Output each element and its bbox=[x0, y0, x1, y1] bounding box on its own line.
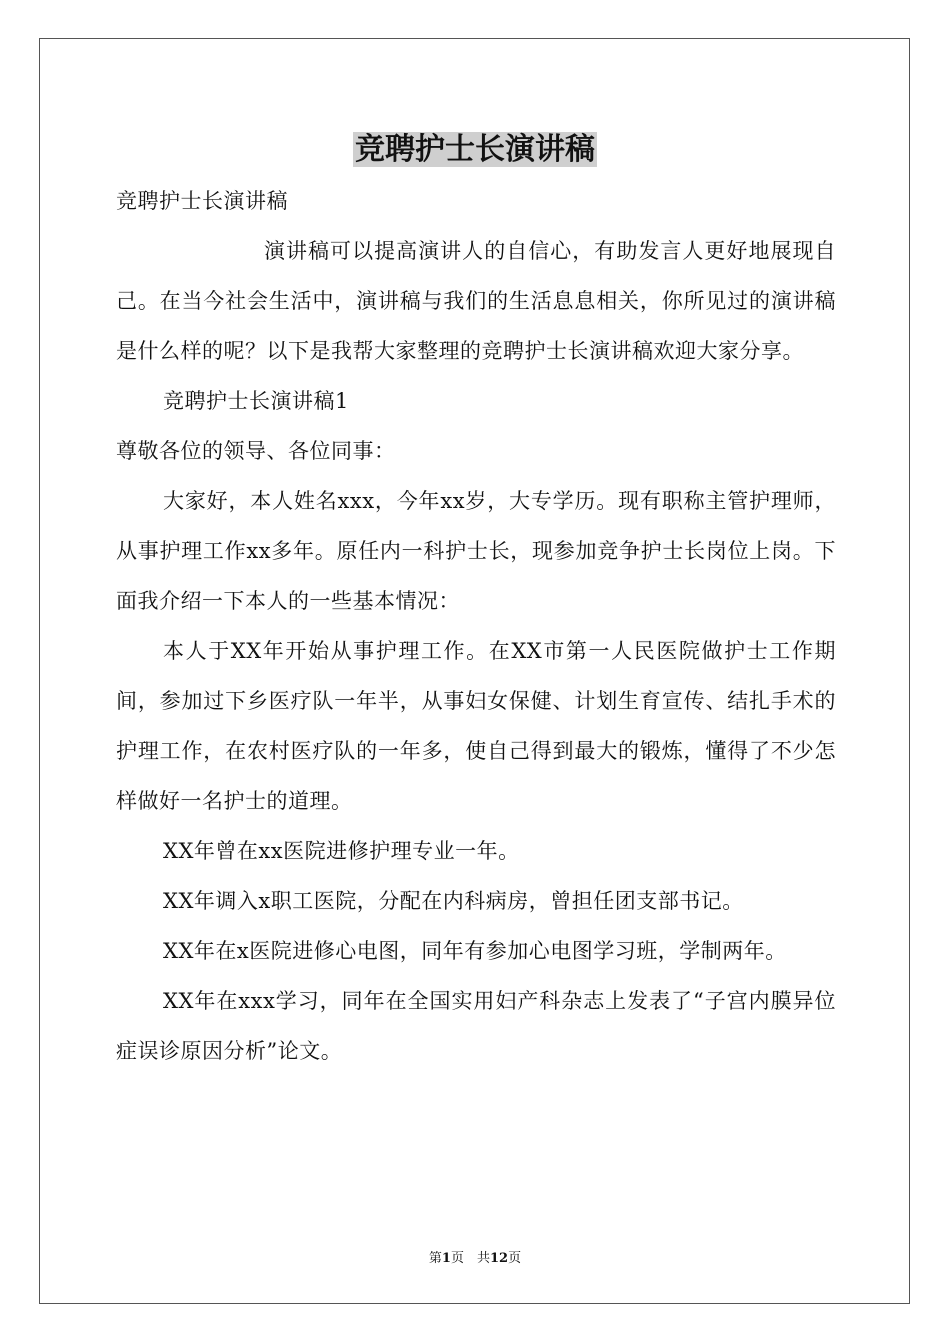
paragraph-heading-1: 竞聘护士长演讲稿1 bbox=[163, 389, 349, 413]
paragraph-experience: 本人于XX年开始从事护理工作。在XX市第一人民医院做护士工作期间，参加过下乡医疗队一年半，从事妇女保健、计划生育宣传、结扎手术的护理工作，在农村医疗队的一年多，使自己得到最大的锻炼，懂得了不少怎样做好一名护士的道理。 bbox=[116, 639, 836, 813]
document-title bbox=[0, 127, 950, 173]
footer-page-number: 1 bbox=[441, 1251, 451, 1266]
paragraph-greeting: 大家好，本人姓名xxx，今年xx岁，大专学历。现有职称主管护理师，从事护理工作xx多年。原任内一科护士长，现参加竞争护士长岗位上岗。下面我介绍一下本人的一些基本情况： bbox=[116, 489, 836, 613]
paragraph-intro: 演讲稿可以提高演讲人的自信心，有助发言人更好地展现自己。在当今社会生活中，演讲稿与我们的生活息息相关，你所见过的演讲稿是什么样的呢？以下是我帮大家整理的竞聘护士长演讲稿欢迎大家分享。 bbox=[116, 239, 836, 363]
document-title-text: 竞聘护士长演讲稿 bbox=[355, 132, 595, 167]
footer-page-mid: 页 共 bbox=[450, 1251, 490, 1266]
page-footer bbox=[0, 1247, 950, 1266]
footer-page-prefix: 第 bbox=[428, 1251, 442, 1266]
document-body bbox=[116, 176, 836, 1076]
paragraph-training-1: XX年曾在xx医院进修护理专业一年。 bbox=[163, 839, 520, 863]
paragraph-salutation: 尊敬各位的领导、各位同事： bbox=[116, 439, 396, 463]
footer-page-suffix: 页 bbox=[508, 1251, 522, 1266]
document-subtitle: 竞聘护士长演讲稿 bbox=[116, 189, 288, 213]
paragraph-transfer: XX年调入x职工医院，分配在内科病房，曾担任团支部书记。 bbox=[163, 889, 744, 913]
footer-total-pages: 12 bbox=[489, 1251, 509, 1266]
paragraph-publication: XX年在xxx学习，同年在全国实用妇产科杂志上发表了“子宫内膜异位症误诊原因分析”论文。 bbox=[116, 989, 836, 1063]
paragraph-training-2: XX年在x医院进修心电图，同年有参加心电图学习班，学制两年。 bbox=[163, 939, 787, 963]
